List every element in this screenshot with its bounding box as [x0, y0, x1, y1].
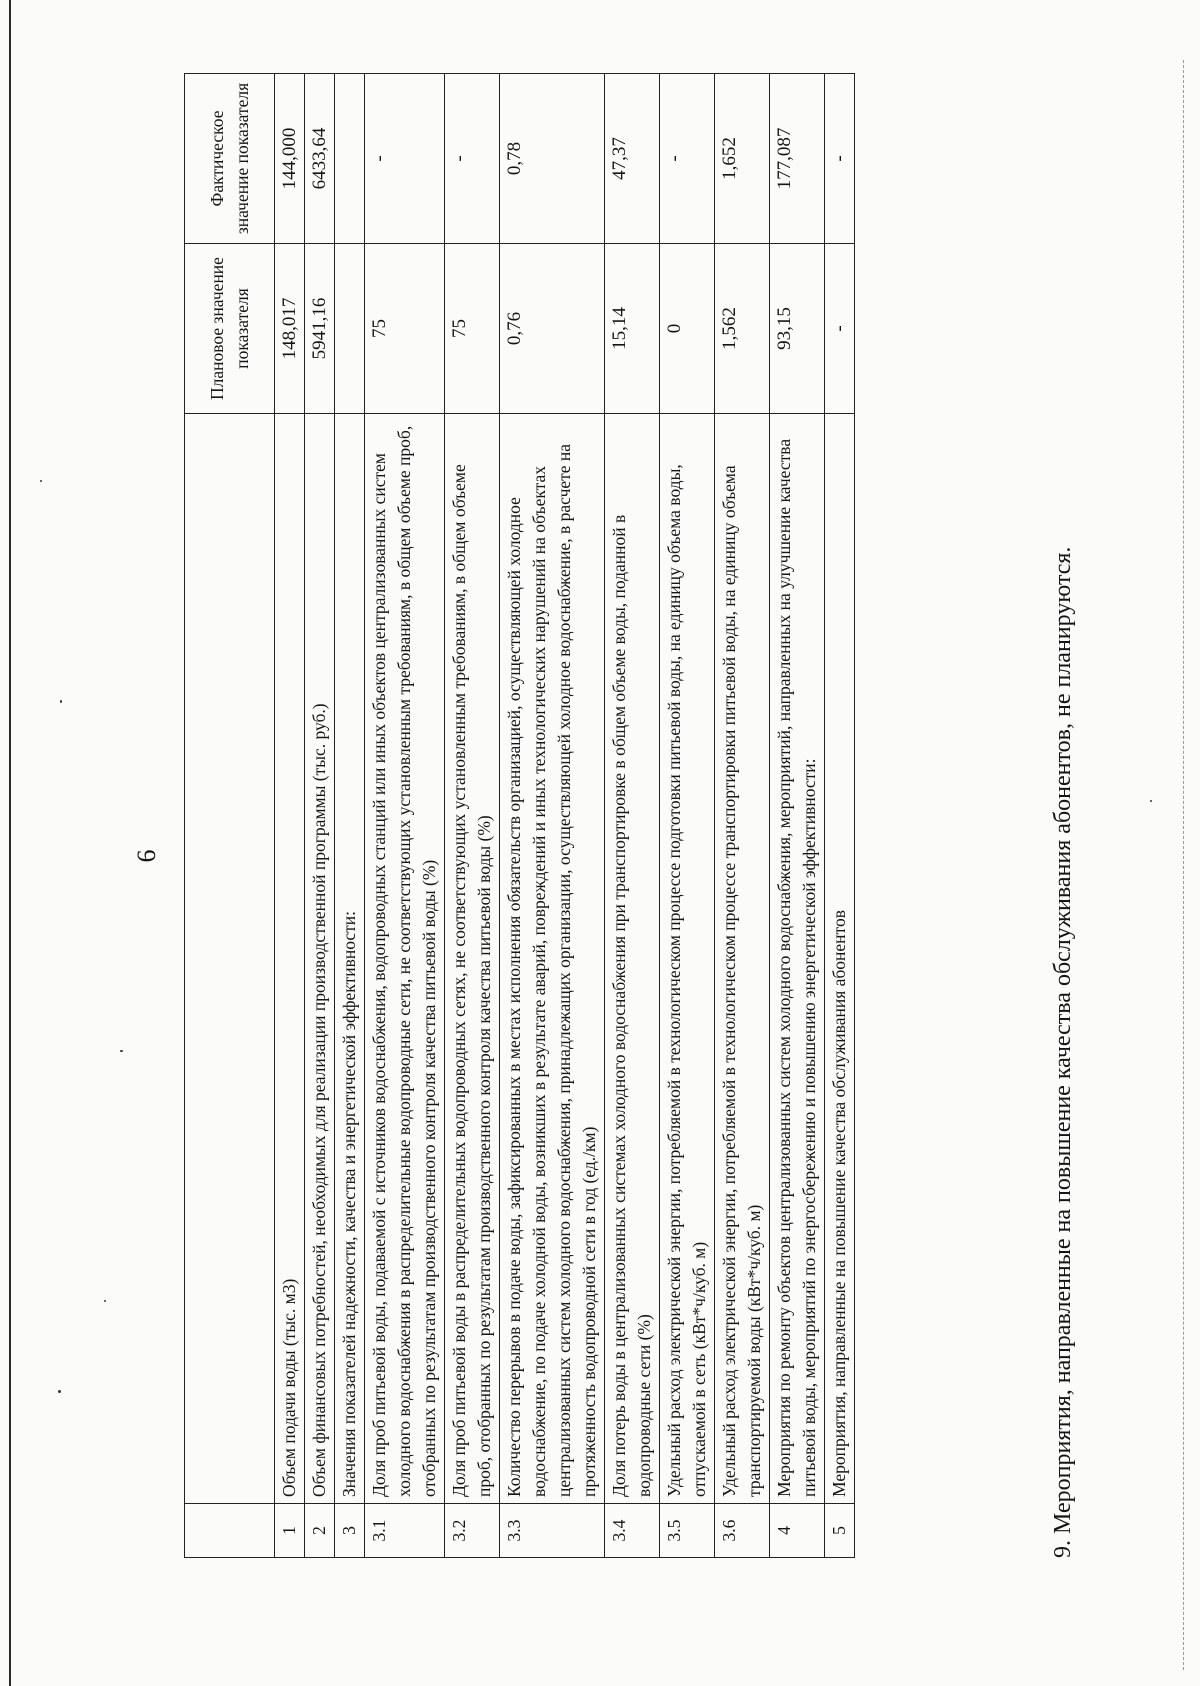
row-name: Мероприятия по ремонту объектов централизованных систем холодного водоснабжения, мероприятий, направленных на улучшение качества питьевой воды, мероприятий по энергосбережению и повышению энергетической эффективности:	[770, 414, 825, 1504]
row-plan	[335, 244, 365, 414]
page-number: 6	[132, 849, 161, 863]
row-fact	[335, 74, 365, 244]
row-plan: 75	[445, 244, 500, 414]
footer-text: 9. Мероприятия, направленные на повышение качества обслуживания абонентов, не планируются.	[1050, 546, 1076, 1558]
row-num: 3.2	[445, 1504, 500, 1558]
row-num: 3.3	[500, 1504, 605, 1558]
row-name: Удельный расход электрической энергии, потребляемой в технологическом процессе транспортировки питьевой воды, на единицу объема транспортируемой воды (кВт*ч/куб. м)	[715, 414, 770, 1504]
table-row	[770, 74, 825, 1558]
row-fact: -	[365, 74, 445, 244]
row-plan: 15,14	[605, 244, 660, 414]
table-row	[605, 74, 660, 1558]
row-num: 3	[335, 1504, 365, 1558]
table-row	[275, 74, 305, 1558]
header-plan: Плановое значение показателя	[185, 244, 275, 414]
row-plan: 148,017	[275, 244, 305, 414]
indicators-table	[184, 73, 855, 1558]
row-num: 1	[275, 1504, 305, 1558]
table-row	[305, 74, 335, 1558]
table-row	[335, 74, 365, 1558]
row-name: Количество перерывов в подаче воды, зафиксированных в местах исполнения обязательств организацией, осуществляющей холодное водоснабжение, по подаче холодной воды, возникших в результате аварий, повреждений и иных технологических нарушений на объектах централизованных систем холодного водоснабжения, принадлежащих организации, осуществляющей холодное водоснабжение, в расчете на протяженность водопроводной сети в год (ед./км)	[500, 414, 605, 1504]
table-row	[660, 74, 715, 1558]
row-plan: 0,76	[500, 244, 605, 414]
row-num: 3.6	[715, 1504, 770, 1558]
row-name: Доля потерь воды в централизованных системах холодного водоснабжения при транспортировке в общем объеме воды, поданной в водопроводные сети (%)	[605, 414, 660, 1504]
row-num: 2	[305, 1504, 335, 1558]
table-row	[715, 74, 770, 1558]
row-fact: -	[445, 74, 500, 244]
header-num	[185, 1504, 275, 1558]
row-num: 3.5	[660, 1504, 715, 1558]
row-plan: 75	[365, 244, 445, 414]
row-num: 3.1	[365, 1504, 445, 1558]
row-name: Удельный расход электрической энергии, потребляемой в технологическом процессе подготовки питьевой воды, на единицу объема воды, отпускаемой в сеть (кВт*ч/куб. м)	[660, 414, 715, 1504]
row-fact: -	[825, 74, 855, 244]
row-fact: 47,37	[605, 74, 660, 244]
row-fact: 177,087	[770, 74, 825, 244]
table-row	[365, 74, 445, 1558]
row-name: Доля проб питьевой воды, подаваемой с источников водоснабжения, водопроводных станций или иных объектов централизованных систем холодного водоснабжения в распределительные водопроводные сети, не соответствующих установленным требованиям, в общем объеме проб, отобранных по результатам производственного контроля качества питьевой воды (%)	[365, 414, 445, 1504]
row-fact: 0,78	[500, 74, 605, 244]
row-num: 5	[825, 1504, 855, 1558]
row-plan: 0	[660, 244, 715, 414]
row-fact: 6433,64	[305, 74, 335, 244]
table-header-row	[185, 74, 275, 1558]
row-name: Мероприятия, направленные на повышение качества обслуживания абонентов	[825, 414, 855, 1504]
row-name: Объем подачи воды (тыс. м3)	[275, 414, 305, 1504]
table-row	[445, 74, 500, 1558]
row-plan: 5941,16	[305, 244, 335, 414]
header-name	[185, 414, 275, 1504]
row-name: Объем финансовых потребностей, необходимых для реализации производственной программы (тыс. руб.)	[305, 414, 335, 1504]
row-plan: 1,562	[715, 244, 770, 414]
header-fact: Фактическое значение показателя	[185, 74, 275, 244]
row-num: 4	[770, 1504, 825, 1558]
row-fact: -	[660, 74, 715, 244]
row-fact: 144,000	[275, 74, 305, 244]
row-fact: 1,652	[715, 74, 770, 244]
row-num: 3.4	[605, 1504, 660, 1558]
row-plan: -	[825, 244, 855, 414]
table-row	[500, 74, 605, 1558]
row-name: Значения показателей надежности, качества и энергетической эффективности:	[335, 414, 365, 1504]
row-plan: 93,15	[770, 244, 825, 414]
row-name: Доля проб питьевой воды в распределительных водопроводных сетях, не соответствующих установленным требованиям, в общем объеме проб, отобранных по результатам производственного контроля качества питьевой воды (%)	[445, 414, 500, 1504]
table-row	[825, 74, 855, 1558]
